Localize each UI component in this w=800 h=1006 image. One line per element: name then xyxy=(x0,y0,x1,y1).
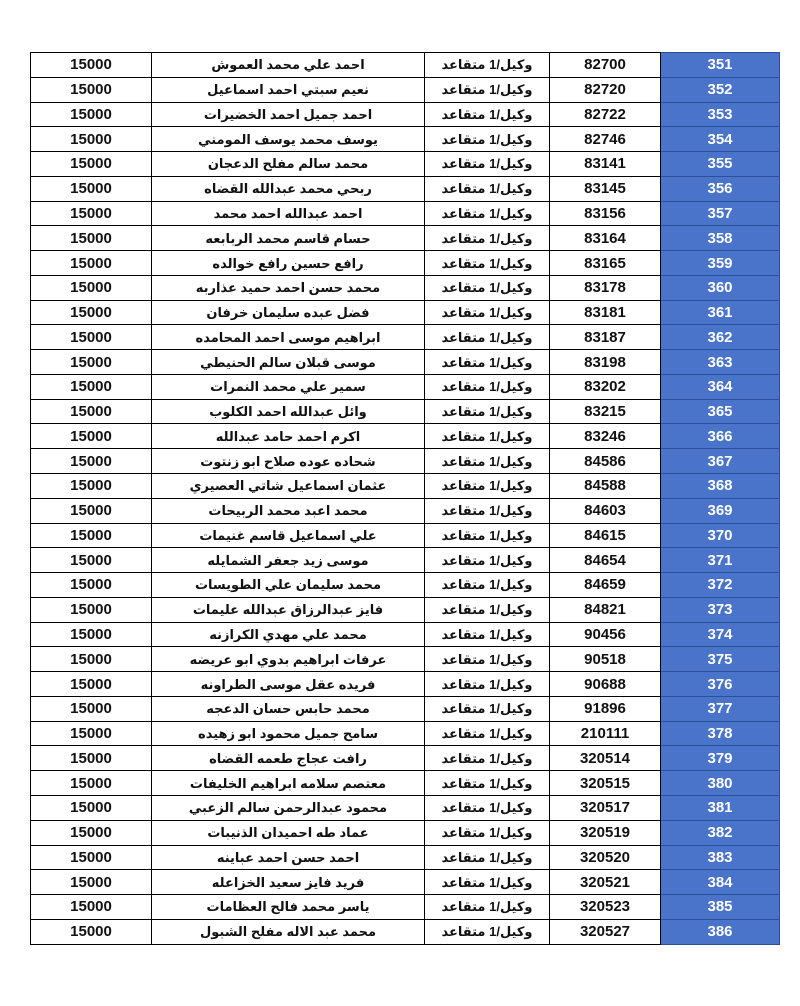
name-cell: ابراهيم موسى احمد المحامده xyxy=(152,325,425,350)
id-number-cell: 84588 xyxy=(550,474,661,499)
rank-cell: وكيل/1 متقاعد xyxy=(425,275,550,300)
sequence-number-cell: 358 xyxy=(661,226,780,251)
rank-cell: وكيل/1 متقاعد xyxy=(425,870,550,895)
amount-cell: 15000 xyxy=(31,77,152,102)
sequence-number-cell: 372 xyxy=(661,573,780,598)
name-cell: عرفات ابراهيم بدوي ابو عريضه xyxy=(152,647,425,672)
name-cell: محمود عبدالرحمن سالم الزعبي xyxy=(152,795,425,820)
rank-cell: وكيل/1 متقاعد xyxy=(425,919,550,944)
amount-cell: 15000 xyxy=(31,251,152,276)
id-number-cell: 83141 xyxy=(550,152,661,177)
rank-cell: وكيل/1 متقاعد xyxy=(425,647,550,672)
table-row xyxy=(31,399,780,424)
table-row xyxy=(31,77,780,102)
table-row xyxy=(31,226,780,251)
name-cell: فضل عبده سليمان خرفان xyxy=(152,300,425,325)
id-number-cell: 320521 xyxy=(550,870,661,895)
name-cell: ربحي محمد عبدالله القضاه xyxy=(152,176,425,201)
sequence-number-cell: 374 xyxy=(661,622,780,647)
sequence-number-cell: 365 xyxy=(661,399,780,424)
table-row xyxy=(31,622,780,647)
rank-cell: وكيل/1 متقاعد xyxy=(425,721,550,746)
id-number-cell: 90456 xyxy=(550,622,661,647)
sequence-number-cell: 353 xyxy=(661,102,780,127)
amount-cell: 15000 xyxy=(31,721,152,746)
sequence-number-cell: 381 xyxy=(661,795,780,820)
amount-cell: 15000 xyxy=(31,474,152,499)
rank-cell: وكيل/1 متقاعد xyxy=(425,895,550,920)
amount-cell: 15000 xyxy=(31,895,152,920)
table-row xyxy=(31,275,780,300)
sequence-number-cell: 359 xyxy=(661,251,780,276)
rank-cell: وكيل/1 متقاعد xyxy=(425,746,550,771)
id-number-cell: 83156 xyxy=(550,201,661,226)
id-number-cell: 320514 xyxy=(550,746,661,771)
name-cell: احمد عبدالله احمد محمد xyxy=(152,201,425,226)
rank-cell: وكيل/1 متقاعد xyxy=(425,498,550,523)
id-number-cell: 83165 xyxy=(550,251,661,276)
id-number-cell: 320519 xyxy=(550,820,661,845)
name-cell: محمد حسن احمد حميد عذاربه xyxy=(152,275,425,300)
sequence-number-cell: 386 xyxy=(661,919,780,944)
beneficiaries-table xyxy=(30,52,780,945)
sequence-number-cell: 375 xyxy=(661,647,780,672)
amount-cell: 15000 xyxy=(31,201,152,226)
rank-cell: وكيل/1 متقاعد xyxy=(425,424,550,449)
amount-cell: 15000 xyxy=(31,672,152,697)
amount-cell: 15000 xyxy=(31,771,152,796)
table-row xyxy=(31,820,780,845)
table-row xyxy=(31,201,780,226)
table-row xyxy=(31,350,780,375)
name-cell: عماد طه احميدان الذنيبات xyxy=(152,820,425,845)
sequence-number-cell: 362 xyxy=(661,325,780,350)
id-number-cell: 84615 xyxy=(550,523,661,548)
amount-cell: 15000 xyxy=(31,374,152,399)
name-cell: محمد حابس حسان الدعجه xyxy=(152,696,425,721)
name-cell: ياسر محمد فالح العظامات xyxy=(152,895,425,920)
rank-cell: وكيل/1 متقاعد xyxy=(425,548,550,573)
sequence-number-cell: 379 xyxy=(661,746,780,771)
sequence-number-cell: 367 xyxy=(661,449,780,474)
id-number-cell: 84821 xyxy=(550,597,661,622)
id-number-cell: 83178 xyxy=(550,275,661,300)
amount-cell: 15000 xyxy=(31,820,152,845)
sequence-number-cell: 371 xyxy=(661,548,780,573)
amount-cell: 15000 xyxy=(31,176,152,201)
name-cell: علي اسماعيل قاسم غنيمات xyxy=(152,523,425,548)
id-number-cell: 83198 xyxy=(550,350,661,375)
name-cell: رافت عجاج طعمه القضاه xyxy=(152,746,425,771)
rank-cell: وكيل/1 متقاعد xyxy=(425,201,550,226)
name-cell: احمد جميل احمد الخضيرات xyxy=(152,102,425,127)
sequence-number-cell: 384 xyxy=(661,870,780,895)
table-row xyxy=(31,300,780,325)
name-cell: محمد اعبد محمد الربيحات xyxy=(152,498,425,523)
name-cell: اكرم احمد حامد عبدالله xyxy=(152,424,425,449)
sequence-number-cell: 382 xyxy=(661,820,780,845)
name-cell: عثمان اسماعيل شاتي العصيري xyxy=(152,474,425,499)
sequence-number-cell: 360 xyxy=(661,275,780,300)
amount-cell: 15000 xyxy=(31,523,152,548)
rank-cell: وكيل/1 متقاعد xyxy=(425,523,550,548)
sequence-number-cell: 355 xyxy=(661,152,780,177)
name-cell: محمد سليمان علي الطويسات xyxy=(152,573,425,598)
sequence-number-cell: 373 xyxy=(661,597,780,622)
id-number-cell: 320520 xyxy=(550,845,661,870)
rank-cell: وكيل/1 متقاعد xyxy=(425,795,550,820)
amount-cell: 15000 xyxy=(31,424,152,449)
sequence-number-cell: 380 xyxy=(661,771,780,796)
table-row xyxy=(31,647,780,672)
id-number-cell: 83187 xyxy=(550,325,661,350)
id-number-cell: 210111 xyxy=(550,721,661,746)
table-row xyxy=(31,672,780,697)
name-cell: معتصم سلامه ابراهيم الخليفات xyxy=(152,771,425,796)
rank-cell: وكيل/1 متقاعد xyxy=(425,350,550,375)
rank-cell: وكيل/1 متقاعد xyxy=(425,449,550,474)
name-cell: فريد فايز سعيد الخزاعله xyxy=(152,870,425,895)
rank-cell: وكيل/1 متقاعد xyxy=(425,573,550,598)
name-cell: وائل عبدالله احمد الكلوب xyxy=(152,399,425,424)
amount-cell: 15000 xyxy=(31,152,152,177)
rank-cell: وكيل/1 متقاعد xyxy=(425,102,550,127)
amount-cell: 15000 xyxy=(31,795,152,820)
id-number-cell: 83246 xyxy=(550,424,661,449)
name-cell: فايز عبدالرزاق عبدالله عليمات xyxy=(152,597,425,622)
name-cell: محمد علي مهدي الكرازنه xyxy=(152,622,425,647)
id-number-cell: 90688 xyxy=(550,672,661,697)
rank-cell: وكيل/1 متقاعد xyxy=(425,696,550,721)
table-row xyxy=(31,102,780,127)
sequence-number-cell: 352 xyxy=(661,77,780,102)
table-row xyxy=(31,374,780,399)
table-row xyxy=(31,498,780,523)
table-row xyxy=(31,870,780,895)
id-number-cell: 84603 xyxy=(550,498,661,523)
amount-cell: 15000 xyxy=(31,449,152,474)
rank-cell: وكيل/1 متقاعد xyxy=(425,845,550,870)
amount-cell: 15000 xyxy=(31,399,152,424)
table-row xyxy=(31,895,780,920)
name-cell: شحاده عوده صلاح ابو زنتوت xyxy=(152,449,425,474)
sequence-number-cell: 363 xyxy=(661,350,780,375)
id-number-cell: 90518 xyxy=(550,647,661,672)
name-cell: موسى قبلان سالم الحنيطي xyxy=(152,350,425,375)
amount-cell: 15000 xyxy=(31,127,152,152)
amount-cell: 15000 xyxy=(31,300,152,325)
id-number-cell: 82746 xyxy=(550,127,661,152)
id-number-cell: 82720 xyxy=(550,77,661,102)
table-row xyxy=(31,573,780,598)
table-row xyxy=(31,53,780,78)
table-row xyxy=(31,152,780,177)
amount-cell: 15000 xyxy=(31,226,152,251)
table-body xyxy=(31,53,780,945)
sequence-number-cell: 383 xyxy=(661,845,780,870)
id-number-cell: 320517 xyxy=(550,795,661,820)
amount-cell: 15000 xyxy=(31,275,152,300)
rank-cell: وكيل/1 متقاعد xyxy=(425,474,550,499)
rank-cell: وكيل/1 متقاعد xyxy=(425,300,550,325)
id-number-cell: 84586 xyxy=(550,449,661,474)
amount-cell: 15000 xyxy=(31,498,152,523)
sequence-number-cell: 366 xyxy=(661,424,780,449)
amount-cell: 15000 xyxy=(31,548,152,573)
name-cell: رافع حسين رافع خوالده xyxy=(152,251,425,276)
rank-cell: وكيل/1 متقاعد xyxy=(425,820,550,845)
rank-cell: وكيل/1 متقاعد xyxy=(425,597,550,622)
name-cell: حسام قاسم محمد الربابعه xyxy=(152,226,425,251)
table-row xyxy=(31,424,780,449)
sequence-number-cell: 370 xyxy=(661,523,780,548)
rank-cell: وكيل/1 متقاعد xyxy=(425,622,550,647)
amount-cell: 15000 xyxy=(31,696,152,721)
amount-cell: 15000 xyxy=(31,102,152,127)
sequence-number-cell: 354 xyxy=(661,127,780,152)
name-cell: سمير علي محمد النمرات xyxy=(152,374,425,399)
table-row xyxy=(31,127,780,152)
sequence-number-cell: 369 xyxy=(661,498,780,523)
sequence-number-cell: 385 xyxy=(661,895,780,920)
amount-cell: 15000 xyxy=(31,325,152,350)
name-cell: محمد سالم مفلح الدعجان xyxy=(152,152,425,177)
sequence-number-cell: 364 xyxy=(661,374,780,399)
table-row xyxy=(31,176,780,201)
name-cell: محمد عبد الاله مفلح الشبول xyxy=(152,919,425,944)
sequence-number-cell: 356 xyxy=(661,176,780,201)
rank-cell: وكيل/1 متقاعد xyxy=(425,53,550,78)
table-row xyxy=(31,597,780,622)
id-number-cell: 320523 xyxy=(550,895,661,920)
sequence-number-cell: 351 xyxy=(661,53,780,78)
table-row xyxy=(31,721,780,746)
rank-cell: وكيل/1 متقاعد xyxy=(425,672,550,697)
rank-cell: وكيل/1 متقاعد xyxy=(425,152,550,177)
amount-cell: 15000 xyxy=(31,746,152,771)
sequence-number-cell: 377 xyxy=(661,696,780,721)
amount-cell: 15000 xyxy=(31,597,152,622)
table-row xyxy=(31,523,780,548)
name-cell: يوسف محمد يوسف المومني xyxy=(152,127,425,152)
table-row xyxy=(31,919,780,944)
rank-cell: وكيل/1 متقاعد xyxy=(425,251,550,276)
id-number-cell: 83145 xyxy=(550,176,661,201)
rank-cell: وكيل/1 متقاعد xyxy=(425,374,550,399)
id-number-cell: 91896 xyxy=(550,696,661,721)
name-cell: سامح جميل محمود ابو زهيده xyxy=(152,721,425,746)
table-row xyxy=(31,845,780,870)
table-row xyxy=(31,696,780,721)
name-cell: موسى زيد جعفر الشمايله xyxy=(152,548,425,573)
amount-cell: 15000 xyxy=(31,647,152,672)
amount-cell: 15000 xyxy=(31,919,152,944)
id-number-cell: 320515 xyxy=(550,771,661,796)
amount-cell: 15000 xyxy=(31,573,152,598)
name-cell: نعيم سبتي احمد اسماعيل xyxy=(152,77,425,102)
amount-cell: 15000 xyxy=(31,845,152,870)
table-row xyxy=(31,746,780,771)
rank-cell: وكيل/1 متقاعد xyxy=(425,176,550,201)
id-number-cell: 83202 xyxy=(550,374,661,399)
id-number-cell: 84659 xyxy=(550,573,661,598)
id-number-cell: 82700 xyxy=(550,53,661,78)
amount-cell: 15000 xyxy=(31,350,152,375)
sequence-number-cell: 361 xyxy=(661,300,780,325)
rank-cell: وكيل/1 متقاعد xyxy=(425,127,550,152)
amount-cell: 15000 xyxy=(31,622,152,647)
sequence-number-cell: 357 xyxy=(661,201,780,226)
table-row xyxy=(31,795,780,820)
id-number-cell: 320527 xyxy=(550,919,661,944)
rank-cell: وكيل/1 متقاعد xyxy=(425,771,550,796)
id-number-cell: 83215 xyxy=(550,399,661,424)
table-row xyxy=(31,449,780,474)
sequence-number-cell: 368 xyxy=(661,474,780,499)
name-cell: احمد علي محمد العموش xyxy=(152,53,425,78)
table-row xyxy=(31,251,780,276)
rank-cell: وكيل/1 متقاعد xyxy=(425,325,550,350)
sequence-number-cell: 376 xyxy=(661,672,780,697)
table-row xyxy=(31,325,780,350)
sequence-number-cell: 378 xyxy=(661,721,780,746)
table-row xyxy=(31,474,780,499)
amount-cell: 15000 xyxy=(31,870,152,895)
rank-cell: وكيل/1 متقاعد xyxy=(425,399,550,424)
id-number-cell: 83164 xyxy=(550,226,661,251)
table-row xyxy=(31,771,780,796)
id-number-cell: 83181 xyxy=(550,300,661,325)
name-cell: احمد حسن احمد عباينه xyxy=(152,845,425,870)
rank-cell: وكيل/1 متقاعد xyxy=(425,77,550,102)
table-row xyxy=(31,548,780,573)
id-number-cell: 84654 xyxy=(550,548,661,573)
id-number-cell: 82722 xyxy=(550,102,661,127)
amount-cell: 15000 xyxy=(31,53,152,78)
rank-cell: وكيل/1 متقاعد xyxy=(425,226,550,251)
name-cell: فريده عقل موسى الطراونه xyxy=(152,672,425,697)
